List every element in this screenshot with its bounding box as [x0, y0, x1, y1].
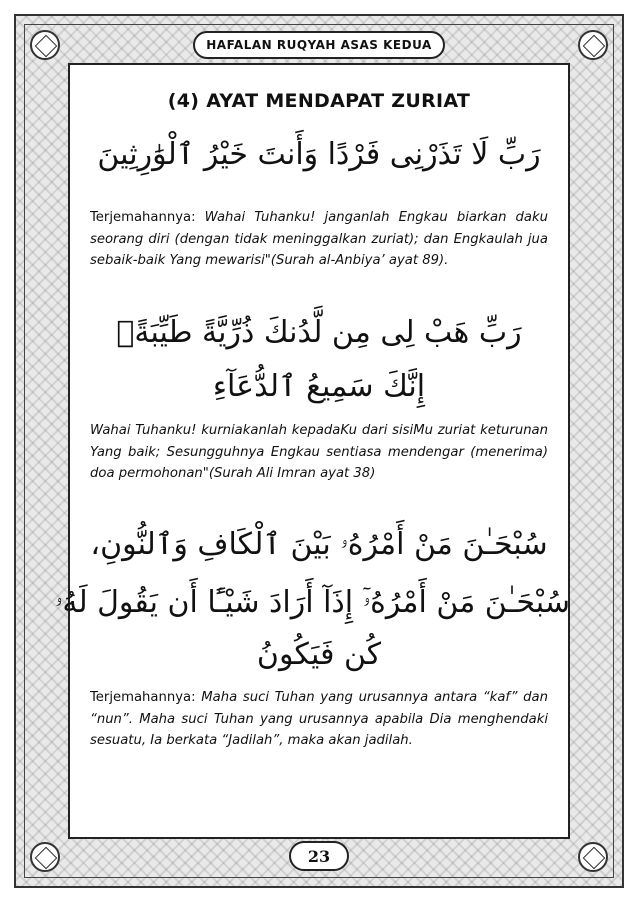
translation-1-text: Wahai Tuhanku! janganlah Engkau biarkan daku seorang diri (dengan tidak meninggalkan zuriat); dan Engkaulah jua sebaik-baik Yang mewarisi"(Surah al-Anbiya’ ayat 89). [90, 210, 548, 268]
verse-2-arabic-line-2: إِنَّكَ سَمِيعُ ٱلدُّعَآءِ [212, 369, 426, 404]
running-header [193, 31, 445, 59]
page-number: 23 [307, 846, 331, 866]
translation-3 [90, 687, 548, 752]
verse-3-arabic-line-3: كُن فَيَكُونُ [256, 637, 382, 672]
corner-ornament-top-right [578, 30, 608, 60]
verse-3-arabic-line-2: سُبْحَـٰنَ مَنْ أَمْرُهُۥٓ إِذَآ أَرَادَ شَيْـًٔا أَن يَقُولَ لَهُۥ [54, 585, 570, 620]
page-number-badge [289, 841, 349, 871]
verse-3-arabic-line-1: سُبْحَـٰنَ مَنْ أَمْرُهُۥ بَيْنَ ٱلْكَافِ وَٱلنُّونِ، [90, 527, 548, 562]
translation-3-label: Terjemahannya: [90, 690, 196, 705]
translation-2 [90, 420, 548, 485]
translation-1 [90, 207, 548, 272]
corner-ornament-top-left [30, 30, 60, 60]
corner-ornament-bottom-left [30, 842, 60, 872]
translation-3-text: Maha suci Tuhan yang urusannya antara “kaf” dan “nun”. Maha suci Tuhan yang urusannya apabila Dia menghendaki sesuatu, Ia berkata “Jadilah”, maka akan jadilah. [90, 690, 548, 748]
section-title: (4) AYAT MENDAPAT ZURIAT [167, 90, 471, 112]
verse-1-arabic: رَبِّ لَا تَذَرْنِى فَرْدًا وَأَنتَ خَيْرُ ٱلْوَٰرِثِينَ [97, 137, 541, 172]
book-title: HAFALAN RUQYAH ASAS KEDUA [206, 38, 432, 52]
corner-ornament-bottom-right [578, 842, 608, 872]
translation-2-text: Wahai Tuhanku! kurniakanlah kepadaKu dari sisiMu zuriat keturunan Yang baik; Sesungguhnya Engkau sentiasa mendengar (menerima) doa permohonan"(Surah Ali Imran ayat 38) [90, 423, 548, 481]
verse-2-arabic-line-1: رَبِّ هَبْ لِى مِن لَّدُنكَ ذُرِّيَّةً طَيِّبَةًۖ [116, 315, 522, 350]
translation-1-label: Terjemahannya: [90, 210, 196, 225]
